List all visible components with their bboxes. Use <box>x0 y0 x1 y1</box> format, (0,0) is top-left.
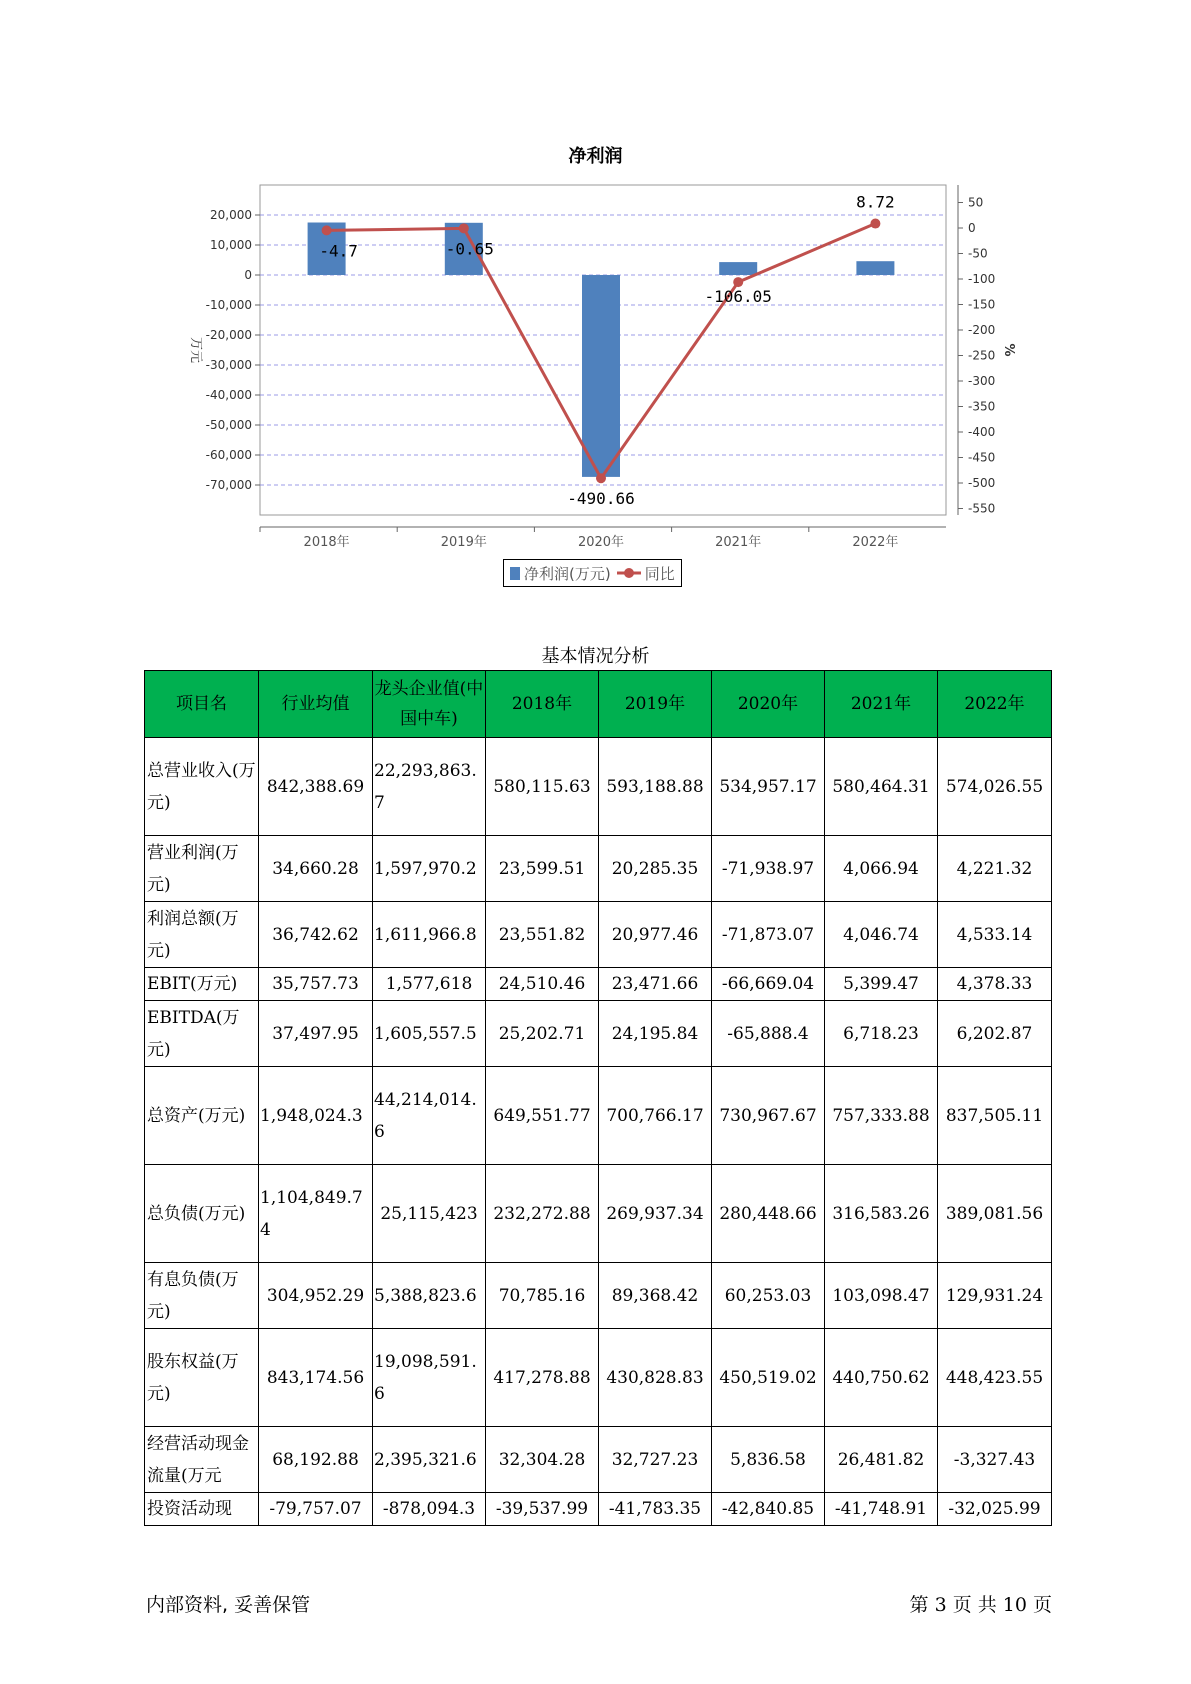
table-cell: 89,368.42 <box>599 1263 712 1329</box>
y-tick-label: -30,000 <box>205 358 252 372</box>
chart-legend <box>503 559 682 587</box>
row-label: 总资产(万元) <box>145 1067 259 1165</box>
legend-bar-label: 净利润(万元) <box>524 564 611 583</box>
table-cell: 20,977.46 <box>599 902 712 968</box>
table-header-row <box>145 671 1052 738</box>
table-cell: -71,938.97 <box>712 836 825 902</box>
x-tick-label: 2018年 <box>303 535 350 550</box>
legend-item-bar <box>510 563 611 584</box>
table-cell: 26,481.82 <box>825 1427 938 1493</box>
table-cell: 129,931.24 <box>938 1263 1052 1329</box>
table-cell: 534,957.17 <box>712 738 825 836</box>
yoy-point <box>870 219 880 229</box>
header-2020: 2020年 <box>712 671 825 738</box>
y2-tick-label: -350 <box>968 399 996 414</box>
table-cell: 60,253.03 <box>712 1263 825 1329</box>
table-cell: 23,471.66 <box>599 968 712 1001</box>
table-cell: 70,785.16 <box>486 1263 599 1329</box>
legend-line-swatch <box>617 566 641 580</box>
bar-2021年 <box>719 262 757 275</box>
header-leader-value: 龙头企业值(中国中车) <box>373 671 486 738</box>
table-cell: 4,046.74 <box>825 902 938 968</box>
table-cell: 32,304.28 <box>486 1427 599 1493</box>
y-tick-label: -40,000 <box>205 388 252 402</box>
y2-tick-label: -150 <box>968 297 996 312</box>
yoy-data-label: -0.65 <box>445 239 494 259</box>
table-cell: 5,399.47 <box>825 968 938 1001</box>
x-tick-label: 2022年 <box>852 535 899 550</box>
table-cell: 232,272.88 <box>486 1165 599 1263</box>
table-cell: 37,497.95 <box>259 1001 373 1067</box>
table-cell: -41,748.91 <box>825 1493 938 1526</box>
y-tick-label: -50,000 <box>205 418 252 432</box>
y2-tick-label: -450 <box>968 450 996 465</box>
y-tick-label: 0 <box>244 268 252 282</box>
legend-bar-swatch <box>510 567 520 580</box>
table-cell: 389,081.56 <box>938 1165 1052 1263</box>
table-cell: 24,510.46 <box>486 968 599 1001</box>
y2-tick-label: -50 <box>968 246 988 261</box>
table-cell: 842,388.69 <box>259 738 373 836</box>
table-cell: 649,551.77 <box>486 1067 599 1165</box>
y-tick-label: -70,000 <box>205 478 252 492</box>
table-cell: -71,873.07 <box>712 902 825 968</box>
x-tick-label: 2021年 <box>715 535 762 550</box>
table-cell: 24,195.84 <box>599 1001 712 1067</box>
table-cell: 280,448.66 <box>712 1165 825 1263</box>
y-tick-label: -10,000 <box>205 298 252 312</box>
y-tick-label: 10,000 <box>210 238 252 252</box>
table-cell: -878,094.3 <box>373 1493 486 1526</box>
table-cell: 757,333.88 <box>825 1067 938 1165</box>
table-cell: 44,214,014.6 <box>373 1067 486 1165</box>
table-cell: 34,660.28 <box>259 836 373 902</box>
row-label: 营业利润(万元) <box>145 836 259 902</box>
row-label: 总负债(万元) <box>145 1165 259 1263</box>
table-cell: -65,888.4 <box>712 1001 825 1067</box>
y2-tick-label: 50 <box>968 195 984 210</box>
y2-tick-label: -400 <box>968 425 996 439</box>
table-row <box>145 836 1052 902</box>
header-2021: 2021年 <box>825 671 938 738</box>
table-cell: 103,098.47 <box>825 1263 938 1329</box>
yoy-point <box>459 223 469 233</box>
table-cell: 440,750.62 <box>825 1329 938 1427</box>
table-cell: 430,828.83 <box>599 1329 712 1427</box>
header-item-name: 项目名 <box>145 671 259 738</box>
table-cell: 5,836.58 <box>712 1427 825 1493</box>
table-cell: 450,519.02 <box>712 1329 825 1427</box>
table-cell: 25,202.71 <box>486 1001 599 1067</box>
y2-tick-label: -100 <box>968 272 996 286</box>
table-cell: 580,115.63 <box>486 738 599 836</box>
row-label: 经营活动现金流量(万元 <box>145 1427 259 1493</box>
table-cell: 22,293,863.7 <box>373 738 486 836</box>
table-cell: 304,952.29 <box>259 1263 373 1329</box>
legend-line-label: 同比 <box>644 564 675 583</box>
table-cell: 1,611,966.8 <box>373 902 486 968</box>
table-row <box>145 1067 1052 1165</box>
table-cell: 417,278.88 <box>486 1329 599 1427</box>
table-cell: 1,948,024.3 <box>259 1067 373 1165</box>
y2-tick-label: -200 <box>968 323 996 337</box>
bar-2022年 <box>856 261 894 275</box>
table-row <box>145 1263 1052 1329</box>
row-label: EBITDA(万元) <box>145 1001 259 1067</box>
table-cell: 730,967.67 <box>712 1067 825 1165</box>
legend-item-line <box>617 563 675 584</box>
net-profit-chart <box>0 0 1191 600</box>
table-cell: 35,757.73 <box>259 968 373 1001</box>
table-cell: 19,098,591.6 <box>373 1329 486 1427</box>
y-tick-label: -20,000 <box>205 328 252 342</box>
table-caption: 基本情况分析 <box>541 646 650 667</box>
table-row <box>145 1001 1052 1067</box>
yoy-point <box>322 225 332 235</box>
table-cell: 23,551.82 <box>486 902 599 968</box>
table-cell: 837,505.11 <box>938 1067 1052 1165</box>
bar-2020年 <box>582 275 620 477</box>
row-label: EBIT(万元) <box>145 968 259 1001</box>
x-tick-label: 2019年 <box>440 535 487 550</box>
y2-tick-label: 0 <box>968 221 976 235</box>
table-cell: -41,783.35 <box>599 1493 712 1526</box>
table-cell: 580,464.31 <box>825 738 938 836</box>
table-cell: 448,423.55 <box>938 1329 1052 1427</box>
yoy-data-label: 8.72 <box>856 192 895 212</box>
table-cell: 5,388,823.6 <box>373 1263 486 1329</box>
table-cell: -66,669.04 <box>712 968 825 1001</box>
table-cell: 23,599.51 <box>486 836 599 902</box>
footer-confidential: 内部资料, 妥善保管 <box>146 1594 311 1616</box>
table-cell: 1,104,849.74 <box>259 1165 373 1263</box>
table-cell: 843,174.56 <box>259 1329 373 1427</box>
table-cell: 4,378.33 <box>938 968 1052 1001</box>
row-label: 有息负债(万元) <box>145 1263 259 1329</box>
header-2022: 2022年 <box>938 671 1052 738</box>
table-cell: 6,202.87 <box>938 1001 1052 1067</box>
table-cell: 68,192.88 <box>259 1427 373 1493</box>
table-cell: 32,727.23 <box>599 1427 712 1493</box>
row-label: 利润总额(万元) <box>145 902 259 968</box>
y2-tick-label: -250 <box>968 348 996 363</box>
chart-title: 净利润 <box>568 146 623 167</box>
table-row <box>145 1329 1052 1427</box>
table-cell: 2,395,321.6 <box>373 1427 486 1493</box>
table-cell: 1,577,618 <box>373 968 486 1001</box>
table-cell: 574,026.55 <box>938 738 1052 836</box>
table-cell: 20,285.35 <box>599 836 712 902</box>
table-cell: 36,742.62 <box>259 902 373 968</box>
table-cell: 4,221.32 <box>938 836 1052 902</box>
table-row <box>145 902 1052 968</box>
yoy-data-label: -490.66 <box>567 489 635 509</box>
y2-tick-label: -300 <box>968 374 996 388</box>
table-cell: 700,766.17 <box>599 1067 712 1165</box>
row-label: 股东权益(万元) <box>145 1329 259 1427</box>
header-2018: 2018年 <box>486 671 599 738</box>
table-cell: -3,327.43 <box>938 1427 1052 1493</box>
yoy-data-label: -106.05 <box>704 287 772 307</box>
table-row <box>145 738 1052 836</box>
yoy-point <box>733 277 743 287</box>
table-cell: 1,605,557.5 <box>373 1001 486 1067</box>
y2-tick-label: -500 <box>968 476 996 490</box>
x-tick-label: 2020年 <box>577 535 625 550</box>
footer-page-number: 第 3 页 共 10 页 <box>909 1594 1052 1616</box>
y2-axis-title: % <box>1001 343 1016 357</box>
table-cell: 316,583.26 <box>825 1165 938 1263</box>
row-label: 投资活动现 <box>145 1493 259 1526</box>
header-industry-avg: 行业均值 <box>259 671 373 738</box>
table-cell: 593,188.88 <box>599 738 712 836</box>
table-cell: -39,537.99 <box>486 1493 599 1526</box>
table-cell: 269,937.34 <box>599 1165 712 1263</box>
table-cell: 25,115,423 <box>373 1165 486 1263</box>
table-cell: 4,066.94 <box>825 836 938 902</box>
table-cell: 6,718.23 <box>825 1001 938 1067</box>
table-cell: 4,533.14 <box>938 902 1052 968</box>
header-2019: 2019年 <box>599 671 712 738</box>
table-cell: -42,840.85 <box>712 1493 825 1526</box>
table-row <box>145 1165 1052 1263</box>
table-row <box>145 968 1052 1001</box>
table-row <box>145 1493 1052 1526</box>
yoy-data-label: -4.7 <box>319 241 358 261</box>
yoy-point <box>596 473 606 483</box>
table-cell: -32,025.99 <box>938 1493 1052 1526</box>
table-cell: -79,757.07 <box>259 1493 373 1526</box>
basic-analysis-table <box>144 670 1052 1526</box>
table-row <box>145 1427 1052 1493</box>
y2-tick-label: -550 <box>968 501 996 516</box>
y-tick-label: 20,000 <box>210 208 252 222</box>
y-axis-title: 万元 <box>188 336 203 364</box>
row-label: 总营业收入(万元) <box>145 738 259 836</box>
y-tick-label: -60,000 <box>205 448 252 462</box>
table-cell: 1,597,970.2 <box>373 836 486 902</box>
